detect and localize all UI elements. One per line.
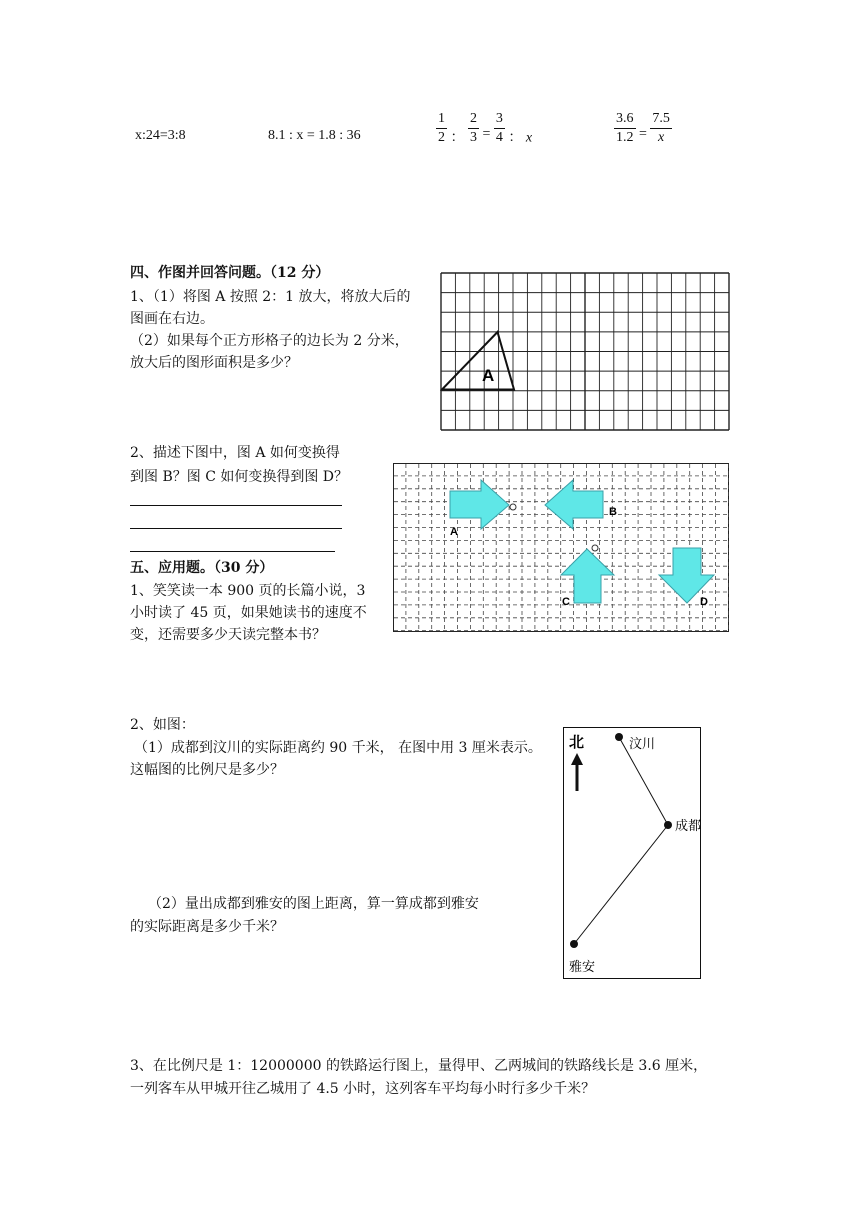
- equation-2: 8.1 : x = 1.8 : 36: [268, 128, 361, 143]
- s5-q1-line3: 变，还需要多少天读完整本书？: [130, 627, 326, 643]
- label-a: A: [450, 526, 458, 538]
- s5-q2-line2: （1）成都到汶川的实际距离约 90 千米， 在图中用 3 厘米表示。: [134, 740, 542, 756]
- map-figure: [563, 727, 703, 981]
- answer-line-2[interactable]: [130, 528, 342, 529]
- label-c: C: [562, 596, 570, 608]
- s4-q1-line4: 放大后的图形面积是多少？: [130, 355, 298, 371]
- city-wenchuan-label: 汶川: [629, 736, 656, 751]
- section4-title: 四、作图并回答问题。（12 分）: [130, 265, 330, 281]
- s5-q3-line1: 3、在比例尺是 1：12000000 的铁路运行图上，量得甲、乙两城间的铁路线长是 3.6 厘米，: [130, 1058, 708, 1074]
- equation-1: x:24=3:8: [135, 128, 186, 143]
- s4-q1-line3: （2）如果每个正方形格子的边长为 2 分米，: [130, 333, 409, 349]
- s4-q1-line1: 1、（1）将图 A 按照 2：1 放大，将放大后的: [130, 289, 411, 305]
- s5-q2-line4: （2）量出成都到雅安的图上距离，算一算成都到雅安: [148, 896, 479, 912]
- s4-q2-line2: 到图 B？图 C 如何变换得到图 D？: [130, 469, 349, 485]
- triangle-a: [442, 332, 514, 390]
- label-b: B: [609, 506, 617, 518]
- equation-3: $\frac{1}{2}$ ： $\frac{2}{3}$ = $\frac{3}{4}$ ： x: [438, 111, 533, 146]
- answer-line-3[interactable]: [130, 551, 335, 552]
- s5-q2-line5: 的实际距离是多少千米？: [130, 919, 284, 935]
- city-chengdu-label: 成都: [675, 818, 702, 833]
- section5-title: 五、应用题。（30 分）: [130, 560, 274, 576]
- s5-q3-line2: 一列客车从甲城开往乙城用了 4.5 小时，这列客车平均每小时行多少千米？: [130, 1081, 596, 1097]
- city-chengdu-dot: [664, 821, 672, 829]
- s5-q1-line2: 小时读了 45 页，如果她读书的速度不: [130, 605, 367, 621]
- north-label: 北: [569, 734, 585, 751]
- s4-q2-line1: 2、描述下图中，图 A 如何变换得: [130, 445, 340, 461]
- triangle-a-label: A: [482, 366, 495, 385]
- s5-q2-line3: 这幅图的比例尺是多少？: [130, 762, 284, 778]
- s4-q1-line2: 图画在右边。: [130, 311, 214, 327]
- transform-figure: [393, 463, 730, 633]
- city-wenchuan-dot: [615, 733, 623, 741]
- answer-line-1[interactable]: [130, 505, 342, 506]
- city-yaan-label: 雅安: [569, 959, 596, 974]
- label-d: D: [700, 596, 708, 608]
- enlarge-grid-figure: [440, 272, 730, 432]
- city-yaan-dot: [570, 940, 578, 948]
- s5-q2-line1: 2、如图：: [130, 717, 195, 733]
- rotation-point-o-1: [510, 504, 516, 510]
- equation-4: $\frac{3.6}{1.2}$ = $\frac{7.5}{x}$: [616, 111, 670, 145]
- rotation-point-o-2: [592, 545, 598, 551]
- s5-q1-line1: 1、笑笑读一本 900 页的长篇小说，3: [130, 583, 366, 599]
